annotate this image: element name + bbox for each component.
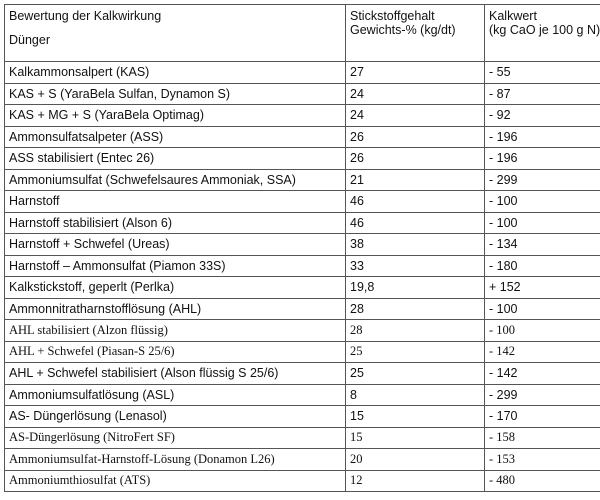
- kalkwert-cell: - 299: [485, 169, 600, 191]
- duenger-cell: Ammonsulfatsalpeter (ASS): [5, 126, 346, 148]
- stickstoff-cell: 28: [346, 298, 485, 320]
- kalkwert-cell: - 134: [485, 234, 600, 256]
- duenger-cell: Harnstoff: [5, 191, 346, 213]
- table-row: [5, 298, 600, 320]
- table-row: [5, 320, 600, 342]
- table-row: [5, 62, 600, 84]
- table-row: [5, 277, 600, 299]
- duenger-cell: Harnstoff + Schwefel (Ureas): [5, 234, 346, 256]
- duenger-cell: KAS + S (YaraBela Sulfan, Dynamon S): [5, 83, 346, 105]
- kalkwert-cell: - 100: [485, 320, 600, 342]
- table-row: [5, 105, 600, 127]
- table-row: [5, 449, 600, 471]
- table-row: [5, 470, 600, 492]
- header-row: [5, 5, 600, 62]
- table-row: [5, 234, 600, 256]
- kalkwirkung-table: [4, 4, 600, 492]
- header-duenger: [5, 5, 346, 62]
- stickstoff-cell: 19,8: [346, 277, 485, 299]
- table-row: [5, 126, 600, 148]
- stickstoff-cell: 21: [346, 169, 485, 191]
- stickstoff-cell: 26: [346, 126, 485, 148]
- kalkwert-cell: - 100: [485, 212, 600, 234]
- table-row: [5, 363, 600, 385]
- kalkwert-cell: - 153: [485, 449, 600, 471]
- duenger-cell: AHL stabilisiert (Alzon flüssig): [5, 320, 346, 342]
- stickstoff-cell: 27: [346, 62, 485, 84]
- stickstoff-cell: 8: [346, 384, 485, 406]
- stickstoff-cell: 26: [346, 148, 485, 170]
- stickstoff-cell: 20: [346, 449, 485, 471]
- kalkwert-cell: - 142: [485, 363, 600, 385]
- column-label-duenger: Dünger: [9, 33, 50, 47]
- table-row: [5, 191, 600, 213]
- duenger-cell: ASS stabilisiert (Entec 26): [5, 148, 346, 170]
- table-row: [5, 427, 600, 449]
- stickstoff-cell: 24: [346, 83, 485, 105]
- table-row: [5, 341, 600, 363]
- table-title: Bewertung der Kalkwirkung: [9, 9, 162, 23]
- table-row: [5, 83, 600, 105]
- table-row: [5, 148, 600, 170]
- kalkwert-cell: - 299: [485, 384, 600, 406]
- duenger-cell: Harnstoff stabilisiert (Alson 6): [5, 212, 346, 234]
- duenger-cell: Ammoniumsulfat-Harnstoff-Lösung (Donamon L26): [5, 449, 346, 471]
- duenger-cell: Kalkammonsalpert (KAS): [5, 62, 346, 84]
- duenger-cell: AS-Düngerlösung (NitroFert SF): [5, 427, 346, 449]
- stickstoff-cell: 25: [346, 341, 485, 363]
- duenger-cell: Ammoniumsulfat (Schwefelsaures Ammoniak, SSA): [5, 169, 346, 191]
- kalkwert-cell: - 158: [485, 427, 600, 449]
- table-row: [5, 169, 600, 191]
- stickstoff-cell: 15: [346, 406, 485, 428]
- stickstoff-cell: 33: [346, 255, 485, 277]
- kalkwert-cell: - 100: [485, 191, 600, 213]
- table-row: [5, 255, 600, 277]
- kalkwert-cell: - 180: [485, 255, 600, 277]
- header-stickstoff: Stickstoffgehalt Gewichts-% (kg/dt): [346, 5, 485, 62]
- stickstoff-cell: 24: [346, 105, 485, 127]
- table-row: [5, 384, 600, 406]
- table-row: [5, 406, 600, 428]
- kalkwert-cell: - 100: [485, 298, 600, 320]
- duenger-cell: Harnstoff – Ammonsulfat (Piamon 33S): [5, 255, 346, 277]
- stickstoff-cell: 25: [346, 363, 485, 385]
- table-body: [5, 62, 600, 492]
- duenger-cell: Kalkstickstoff, geperlt (Perlka): [5, 277, 346, 299]
- kalkwert-cell: - 196: [485, 148, 600, 170]
- header-kalkwert: Kalkwert (kg CaO je 100 g N): [485, 5, 600, 62]
- kalkwert-cell: - 92: [485, 105, 600, 127]
- stickstoff-cell: 12: [346, 470, 485, 492]
- stickstoff-cell: 28: [346, 320, 485, 342]
- duenger-cell: AHL + Schwefel stabilisiert (Alson flüssig S 25/6): [5, 363, 346, 385]
- kalkwert-cell: - 196: [485, 126, 600, 148]
- stickstoff-cell: 38: [346, 234, 485, 256]
- kalkwert-cell: - 142: [485, 341, 600, 363]
- duenger-cell: AHL + Schwefel (Piasan-S 25/6): [5, 341, 346, 363]
- stickstoff-cell: 46: [346, 191, 485, 213]
- stickstoff-cell: 15: [346, 427, 485, 449]
- duenger-cell: Ammonnitratharnstofflösung (AHL): [5, 298, 346, 320]
- kalkwert-cell: - 87: [485, 83, 600, 105]
- kalkwert-cell: - 480: [485, 470, 600, 492]
- duenger-cell: KAS + MG + S (YaraBela Optimag): [5, 105, 346, 127]
- kalkwert-cell: - 55: [485, 62, 600, 84]
- duenger-cell: Ammoniumthiosulfat (ATS): [5, 470, 346, 492]
- kalkwert-cell: - 170: [485, 406, 600, 428]
- kalkwert-cell: + 152: [485, 277, 600, 299]
- table-row: [5, 212, 600, 234]
- duenger-cell: Ammoniumsulfatlösung (ASL): [5, 384, 346, 406]
- stickstoff-cell: 46: [346, 212, 485, 234]
- duenger-cell: AS- Düngerlösung (Lenasol): [5, 406, 346, 428]
